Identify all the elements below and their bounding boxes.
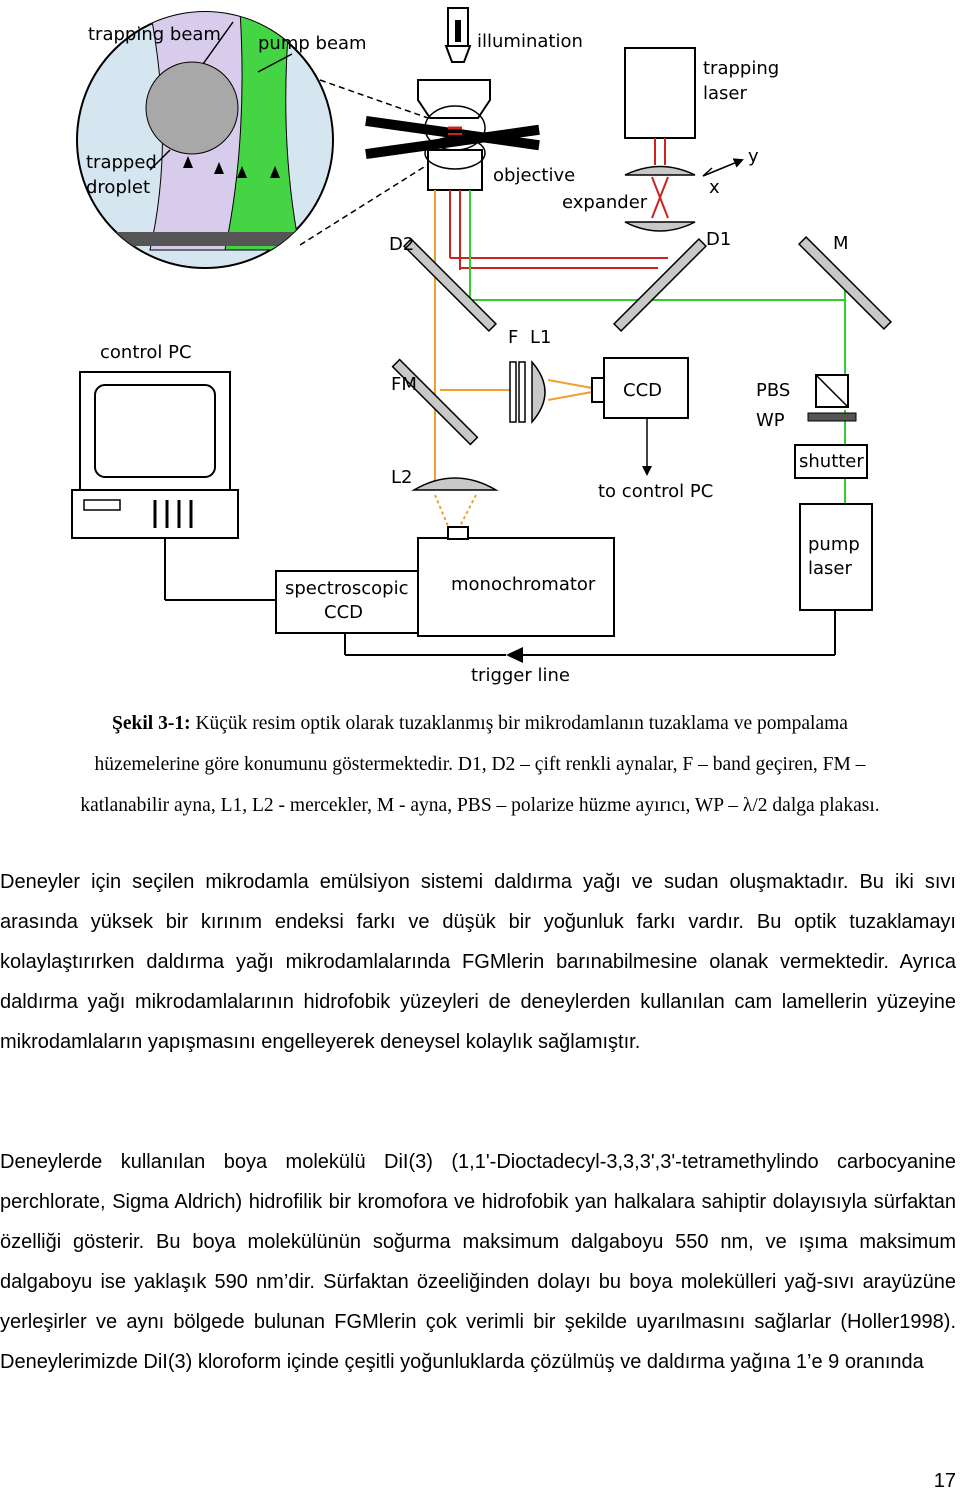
axes-indicator (703, 146, 759, 198)
label-l1: L1 (530, 327, 552, 348)
spectroscopic-ccd (276, 571, 418, 633)
label-d1: D1 (706, 229, 732, 250)
label-pbs: PBS (756, 380, 791, 401)
label-pump-laser: laser (808, 558, 852, 579)
label-objective: objective (493, 165, 576, 186)
lens-l2 (391, 467, 496, 490)
mirror-d1 (614, 229, 731, 331)
mirror-d2 (389, 234, 496, 331)
label-m: M (833, 233, 849, 254)
label-pump-beam: pump beam (258, 33, 367, 54)
label-fm: FM (391, 374, 417, 395)
body-paragraph-2: Deneylerde kullanılan boya molekülü DiI(3) (1,1'-Dioctadecyl-3,3,3',3'-tetramethylindo carbocyanine perchlorate, Sigma Aldrich) hidrofilik bir kromofora ve hidrofobik yan halkalara sahiptir dolayısıyla sürfaktan özelliği gösterir. Bu boya molekülünün soğurma maksimum dalgaboyu 550 nm, ve ışıma maksimum dalgaboyu ise yaklaşık 590 nm’dir. Sürfaktan özeeliğinden dolayı bu boya molekülleri yağ-sıvı arayüzüne yerleşirler ve aynı bölgede bulunan FGMlerin çok verimli bir şekilde uyarılmasını sağlarlar (Holler1998). Deneylerimizde DiI(3) kloroform içinde çeşitli yoğunluklarda çözülmüş ve daldırma yağına 1’e 9 oranında (0, 1151, 956, 1373)
caption-label: Şekil 3-1: (112, 713, 191, 734)
label-control-pc: control PC (100, 342, 192, 363)
filter-f (508, 327, 525, 422)
label-to-control-pc: to control PC (598, 481, 714, 502)
label-f: F (508, 327, 519, 348)
experimental-setup-diagram (0, 0, 960, 700)
label-monochromator: monochromator (451, 574, 596, 595)
label-trapping: trapping (703, 58, 780, 79)
pbs-wp (756, 375, 856, 431)
control-pc (72, 342, 238, 538)
label-spectroscopic: spectroscopic (285, 578, 409, 599)
page-number: 17 (933, 1470, 956, 1492)
inset-view (60, 10, 432, 268)
caption-line-1-text: Küçük resim optik olarak tuzaklanmış bir mikrodamlanın tuzaklama ve pompalama (190, 713, 848, 734)
beam-expander (562, 138, 695, 231)
figure-caption (0, 703, 960, 826)
caption-line-2: hüzemelerine göre konumunu göstermektedir. D1, D2 – çift renkli aynalar, F – band geçiren, FM – (94, 754, 866, 775)
label-shutter: shutter (799, 451, 864, 472)
label-trapping-beam: trapping beam (88, 24, 221, 45)
lens-l1 (530, 327, 551, 422)
label-d2: D2 (389, 234, 415, 255)
label-spectroscopic-ccd: CCD (324, 602, 363, 623)
shutter (795, 445, 867, 478)
microscope-objective (365, 80, 575, 190)
trapping-laser (625, 48, 779, 138)
caption-line-3: katlanabilir ayna, L1, L2 - mercekler, M - ayna, PBS – polarize hüzme ayırıcı, WP – λ/2 dalga plakası. (80, 795, 880, 816)
illumination-source (446, 8, 583, 62)
label-trapped: trapped (86, 152, 157, 173)
label-trigger-line: trigger line (471, 665, 570, 686)
trapped-droplet-shape (146, 62, 238, 154)
pump-laser (800, 504, 872, 610)
label-axis-y: y (748, 146, 759, 167)
label-axis-x: x (709, 177, 720, 198)
label-expander: expander (562, 192, 648, 213)
label-l2: L2 (391, 467, 413, 488)
caption-line-1 (0, 703, 960, 744)
ccd-camera (592, 358, 713, 502)
inset-cover-slip (60, 232, 350, 246)
monochromator (418, 527, 614, 636)
label-laser: laser (703, 83, 747, 104)
label-wp: WP (756, 410, 785, 431)
label-ccd: CCD (623, 380, 662, 401)
label-pump: pump (808, 534, 860, 555)
label-illumination: illumination (477, 31, 583, 52)
body-paragraph-1: Deneyler için seçilen mikrodamla emülsiyon sistemi daldırma yağı ve sudan oluşmaktadır. Bu iki sıvı arasında yüksek bir kırınım endeksi farkı ve düşük bir yoğunluk farkı vardır. Bu optik tuzaklamayı kolaylaştırırken daldırma yağı mikrodamlalarında FGMlerin barınabilmesine olanak vermektedir. Ayrıca daldırma yağı mikrodamlalarının hidrofobik yüzeyleri de deneylerden kullanılan cam lamellerin yüzeyine mikrodamlaların yapışmasını engelleyerek deneysel kolaylık sağlamıştır. (0, 871, 956, 1053)
label-droplet: droplet (86, 177, 151, 198)
